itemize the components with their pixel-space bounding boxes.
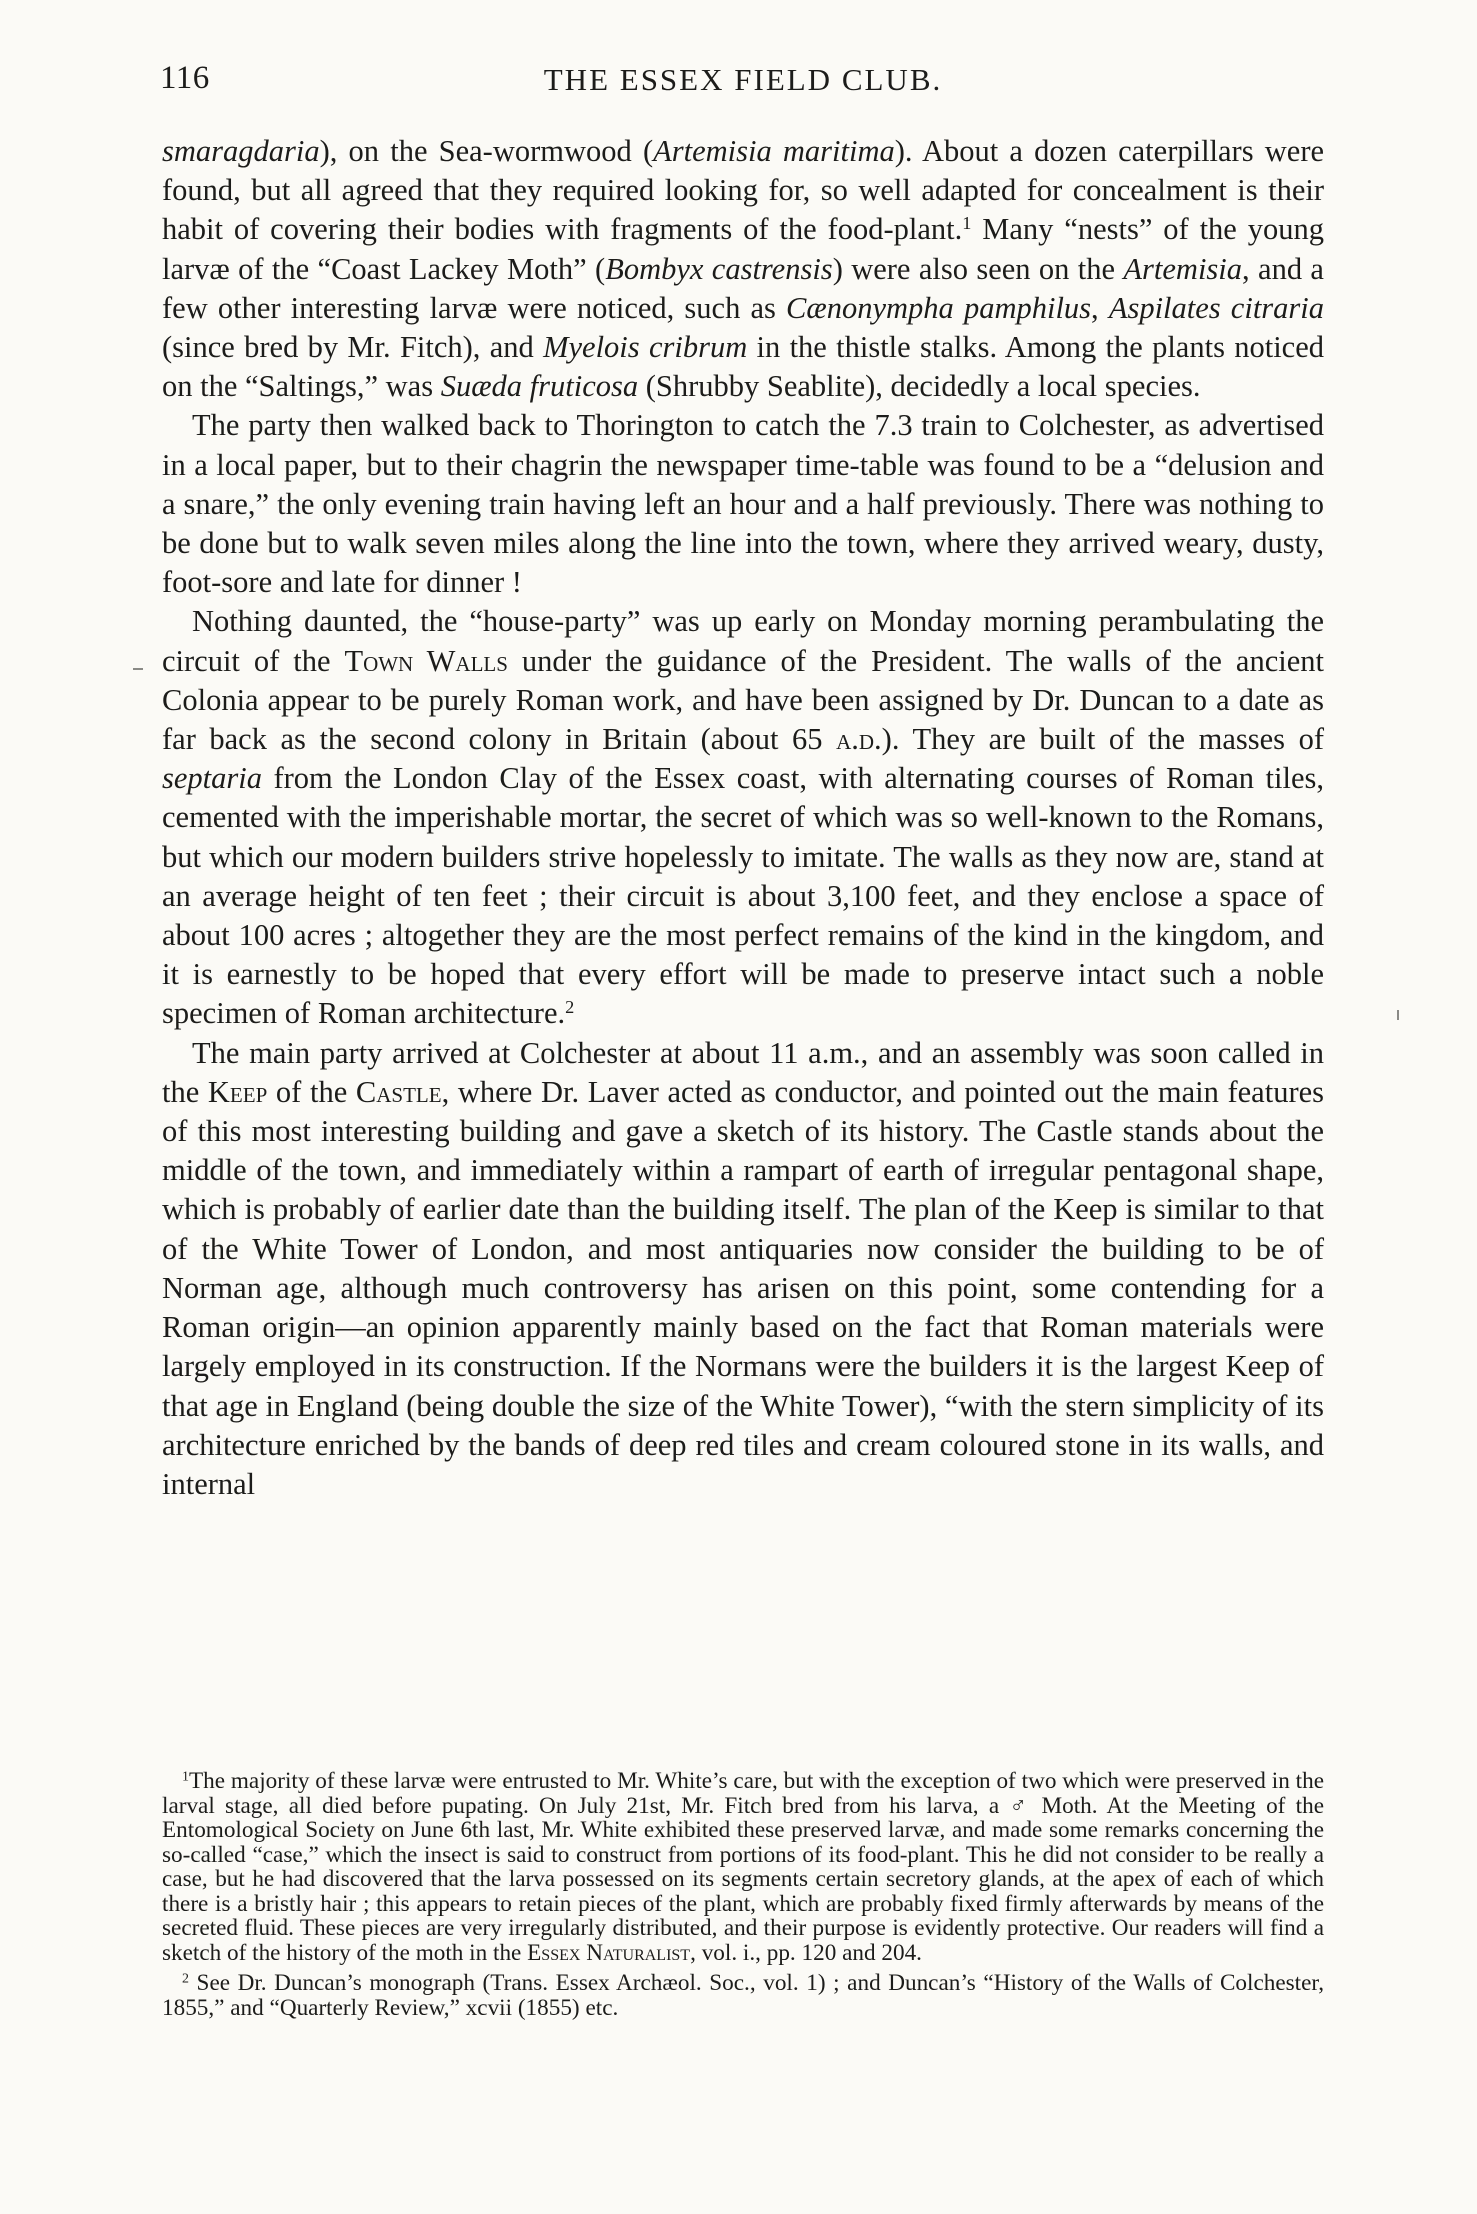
italic-term: Bombyx castrensis <box>605 251 833 286</box>
italic-term: smaragdaria <box>162 134 320 168</box>
text-run: of the <box>267 1074 356 1109</box>
text-run: from the London Clay of the Essex coast, with alternating courses of Roman tiles, cemented with the imperishable mortar, the secret of which was so well-known to the Romans, but which our modern builders strive hopelessly to imitate. The walls as they now are, stand at an average height of ten feet ; their circuit is about 3,100 feet, and they enclose a space of about 100 acres ; altogether they are the most perfect remains of the kind in the kingdom, and it is earnestly to be hoped that every effort will be made to preserve intact such a noble specimen of Roman architecture. <box>162 761 1324 1031</box>
text-run: See Dr. Duncan’s monograph (Trans. Essex Archæol. Soc., vol. 1) ; and Duncan’s “History of the Walls of Colchester, 1855,” and “Quarterly Review,” xcvii (1855) etc. <box>162 1970 1324 2021</box>
footnote-ref-1: 1 <box>962 213 972 234</box>
text-run: ) were also seen on the <box>832 251 1124 286</box>
italic-term: Suæda fruticosa <box>440 369 639 404</box>
body-text <box>162 132 1324 1504</box>
italic-term: Myelois cribrum <box>543 330 748 365</box>
text-run: (since bred by Mr. Fitch), and <box>162 330 544 365</box>
small-caps-term: Keep <box>207 1074 268 1109</box>
text-run: The main party arrived at Colchester at about 11 a.m., and an assembly was soon called in the <box>162 1035 1324 1109</box>
text-run: , <box>1091 290 1109 325</box>
footnote-2 <box>162 1971 1324 2020</box>
text-run: , vol. i., pp. 120 and 204. <box>690 1939 922 1966</box>
italic-term: Cænonympha pamphilus <box>786 290 1092 325</box>
italic-term: Artemisia <box>1123 251 1243 286</box>
text-run: ). They are built of the masses of <box>881 722 1324 757</box>
text-run: under the guidance of the President. The walls of the ancient Colonia appear to be purely Roman work, and have been assigned by Dr. Duncan to a date as far back as the second colony in Britain (about 65 <box>162 643 1324 757</box>
italic-term: septaria <box>162 761 262 796</box>
running-title: THE ESSEX FIELD CLUB. <box>543 62 943 97</box>
page-header <box>160 52 1326 102</box>
text-run: Nothing daunted, the “house-party” was up early on Monday morning perambulating the circuit of the <box>162 604 1324 678</box>
footnote-ref-2: 2 <box>565 997 575 1018</box>
small-caps-term: Castle <box>355 1074 442 1109</box>
italic-term: Artemisia maritima <box>653 134 895 168</box>
margin-mark <box>133 668 143 670</box>
paragraph-1 <box>162 132 1324 406</box>
small-caps-term: Town Walls <box>344 643 508 678</box>
text-run: (Shrubby Seablite), decidedly a local species. <box>638 369 1201 404</box>
text-run: , where Dr. Laver acted as conductor, and pointed out the main features of this most interesting building and gave a sketch of its history. The Castle stands about the middle of the town, and immediately within a rampart of earth of irregular pentagonal shape, which is probably of earlier date than the building itself. The plan of the Keep is similar to that of the White Tower of London, and most antiquaries now consider the building to be of Norman age, although much controversy has arisen on this point, some contending for a Roman origin—an opinion apparently mainly based on the fact that Roman materials were largely employed in its construction. If the Normans were the builders it is the largest Keep of that age in England (being double the size of the White Tower), “with the stern simplicity of its architecture enriched by the bands of deep red tiles and cream coloured stone in its walls, and internal <box>162 1074 1325 1501</box>
italic-term: Aspilates citraria <box>1108 290 1325 325</box>
small-caps-term: a.d. <box>836 722 882 757</box>
text-run: , and a few other interesting larvæ were noticed, such as <box>162 251 1324 325</box>
text-run: Many “nests” of the young larvæ of the “Coast Lackey Moth” ( <box>162 212 1324 286</box>
footnote-marker: 1 <box>182 1769 189 1785</box>
text-run: in the thistle stalks. Among the plants noticed on the “Saltings,” was <box>162 330 1325 404</box>
margin-mark-right <box>1397 1010 1399 1020</box>
paragraph-3 <box>162 602 1324 1033</box>
footnote-1 <box>162 1769 1324 1965</box>
text-run: The majority of these larvæ were entrusted to Mr. White’s care, but with the exception of two which were preserved in the larval stage, all died before pupating. On July 21st, Mr. Fitch bred from his larva, a ♂ Moth. At the Meeting of the Entomological Society on June 6th last, Mr. White exhibited these preserved larvæ, and made some remarks concerning the so-called “case,” which the insect is said to construct from portions of its food-plant. This he did not consider to be really a case, but he had discovered that the larva possessed on its segments certain secretory glands, at the apex of each of which there is a bristly hair ; this appears to retain pieces of the plant, which are probably fixed firmly afterwards by means of the secreted fluid. These pieces are very irregularly distributed, and their purpose is evidently protective. Our readers will find a sketch of the history of the moth in the <box>162 1768 1324 1966</box>
page-number: 116 <box>160 60 210 96</box>
footnotes <box>162 1769 1324 2026</box>
small-caps-term: Essex Naturalist <box>527 1939 691 1966</box>
paragraph-2: The party then walked back to Thorington to catch the 7.3 train to Colchester, as advertised in a local paper, but to their chagrin the newspaper time-table was found to be a “delusion and a snare,” the only evening train having left an hour and a half previously. There was nothing to be done but to walk seven miles along the line into the town, where they arrived weary, dusty, foot-sore and late for dinner ! <box>162 408 1324 600</box>
text-run: ), on the Sea-wormwood ( <box>319 134 654 168</box>
footnote-marker: 2 <box>182 1971 189 1987</box>
paragraph-4 <box>162 1034 1324 1504</box>
text-run: ). About a dozen caterpillars were found, but all agreed that they required looking for, so well adapted for concealment is their habit of covering their bodies with fragments of the food-plant. <box>162 134 1325 247</box>
